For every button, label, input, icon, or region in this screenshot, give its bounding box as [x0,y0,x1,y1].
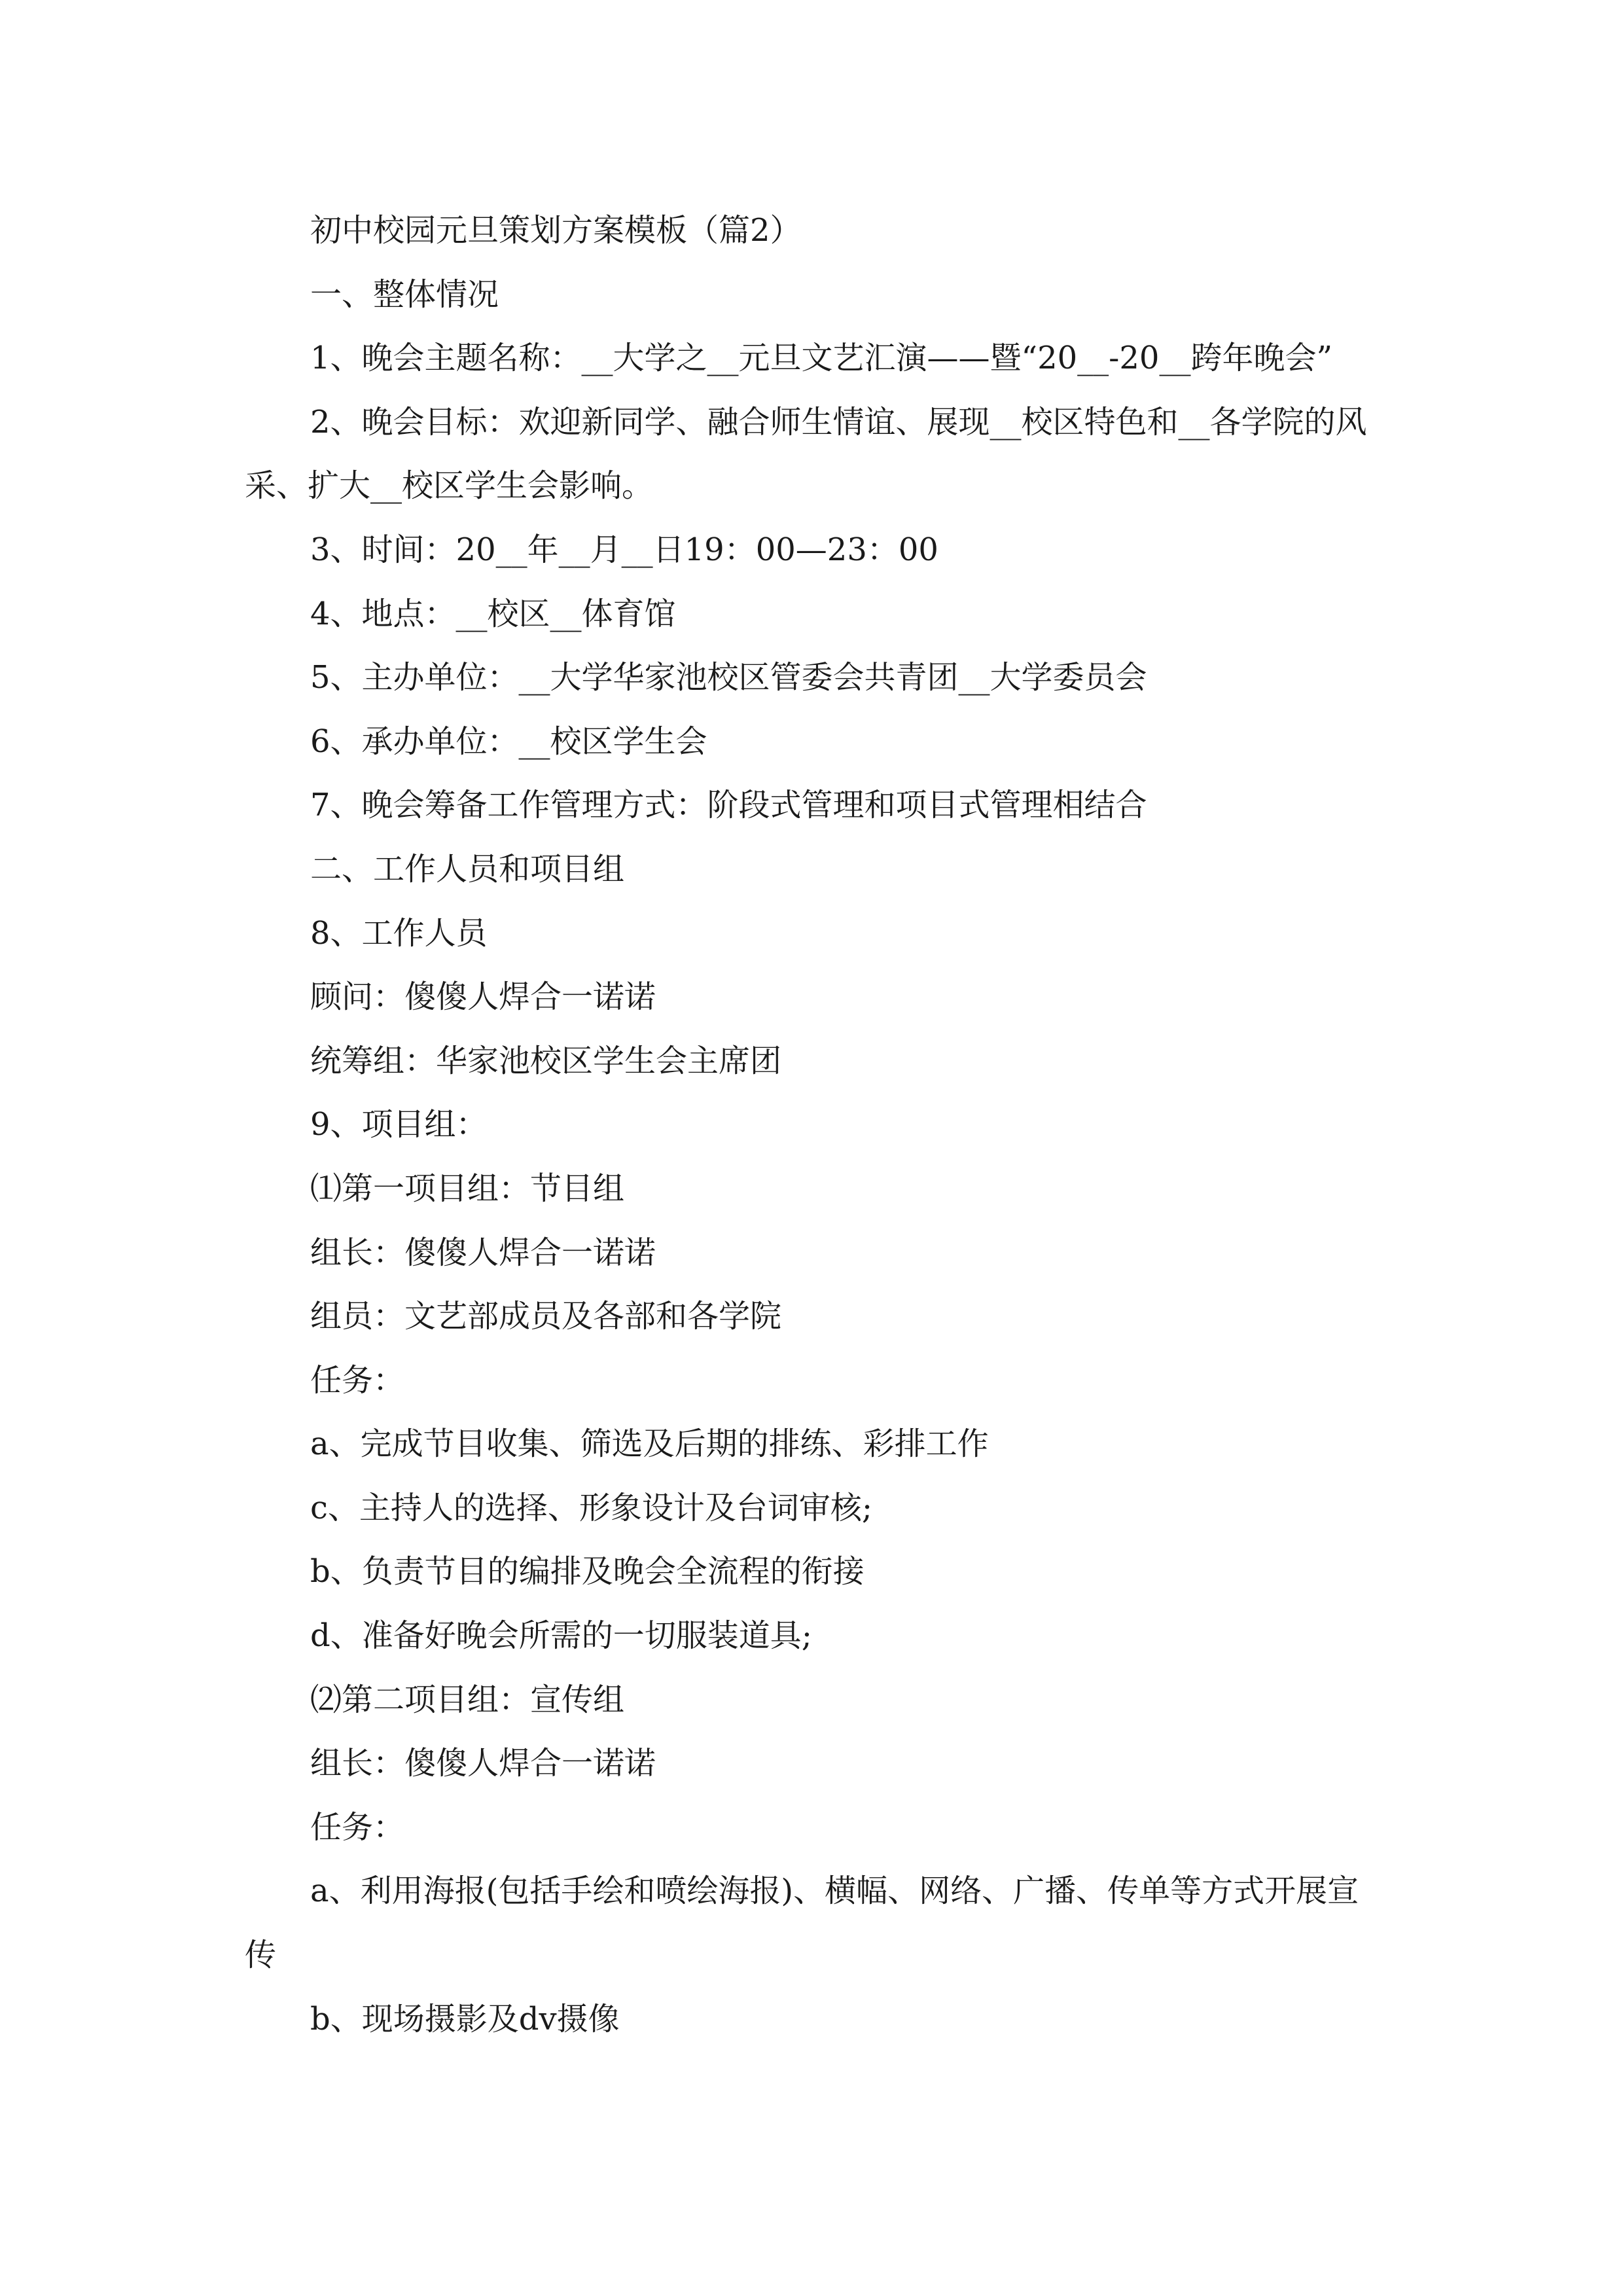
paragraph: c、主持人的选择、形象设计及台词审核; [310,1489,873,1526]
paragraph: 4、地点：__校区__体育馆 [310,595,676,632]
document-title: 初中校园元旦策划方案模板（篇2） [310,212,802,249]
paragraph: 6、承办单位：__校区学生会 [310,723,707,760]
paragraph: 顾问：傻傻人焊合一诺诺 [310,978,656,1016]
paragraph: 组长：傻傻人焊合一诺诺 [310,1234,656,1271]
paragraph: d、准备好晚会所需的一切服装道具; [310,1617,812,1655]
paragraph: b、现场摄影及dv摄像 [310,2000,620,2037]
paragraph: 2、晚会目标：欢迎新同学、融合师生情谊、展现__校区特色和__各学院的风采、扩大__校区学生会影响。 [245,403,1367,505]
paragraph: b、负责节目的编排及晚会全流程的衔接 [310,1553,865,1590]
paragraph: 9、项目组： [310,1106,488,1143]
paragraph: ⑵第二项目组：宣传组 [310,1681,625,1718]
paragraph: ⑴第一项目组：节目组 [310,1170,625,1207]
paragraph: 任务： [310,1361,405,1399]
paragraph: a、利用海报(包括手绘和喷绘海报)、横幅、网络、广播、传单等方式开展宣传 [245,1873,1359,1974]
paragraph: 1、晚会主题名称：__大学之__元旦文艺汇演——暨“20__-20__跨年晚会” [310,340,1332,377]
paragraph: 任务： [310,1808,405,1846]
paragraph: 3、时间：20__年__月__日19：00—23：00 [310,531,938,568]
paragraph: 组员：文艺部成员及各部和各学院 [310,1298,782,1335]
paragraph: 7、晚会筹备工作管理方式：阶段式管理和项目式管理相结合 [310,787,1147,824]
paragraph: 8、工作人员 [310,914,488,952]
document-body [245,199,1378,2051]
paragraph: 5、主办单位：__大学华家池校区管委会共青团__大学委员会 [310,659,1147,696]
section-heading-overview: 一、整体情况 [310,276,499,313]
paragraph: a、完成节目收集、筛选及后期的排练、彩排工作 [310,1426,989,1463]
paragraph: 组长：傻傻人焊合一诺诺 [310,1745,656,1782]
section-heading-staff: 二、工作人员和项目组 [310,850,625,888]
paragraph: 统筹组：华家池校区学生会主席团 [310,1042,782,1079]
